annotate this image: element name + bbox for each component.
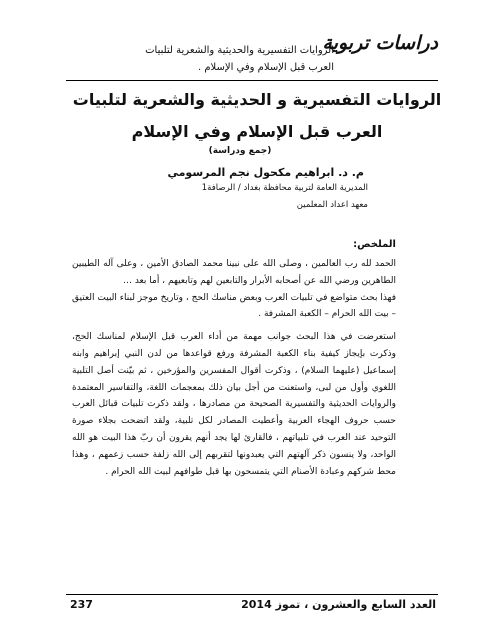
running-title-line2: العرب قبل الإسلام وفي الإسلام . xyxy=(197,62,334,73)
author-affiliation-2: معهد اعداد المعلمين xyxy=(296,200,368,210)
abstract-heading: الملخص: xyxy=(353,239,396,250)
footer-divider xyxy=(66,594,438,595)
page-number: 237 xyxy=(70,598,93,611)
journal-logo: دراسات تربوية xyxy=(322,32,438,54)
article-title xyxy=(70,84,444,148)
author-name: م. د. ابراهيم مكحول نجم المرسومي xyxy=(167,166,364,179)
author-affiliation-1: المديرية العامة لتربية محافظة بغداد / الرصافة1 xyxy=(201,183,368,193)
abstract-paragraph-2: فهذا بحث متواضع في تلبيات العرب وبعض مناسك الحج ، وتاريخ موجز لبناء البيت العتيق – بيت الله الحرام – الكعبة المشرفة . xyxy=(72,292,396,320)
article-title-line1: الروايات التفسيرية و الحديثية والشعرية لتلبيات xyxy=(72,90,442,109)
running-title-line1: الروايات التفسيرية والحديثية والشعرية لتلبيات xyxy=(145,45,334,56)
running-title xyxy=(72,42,334,76)
header-divider xyxy=(66,80,438,81)
article-title-line2: العرب قبل الإسلام وفي الإسلام xyxy=(131,122,383,141)
article-subtitle: (جمع ودراسة) xyxy=(208,146,272,156)
issue-info: العدد السابع والعشرون ، تموز 2014 xyxy=(241,598,436,611)
abstract-body xyxy=(72,256,396,480)
abstract-paragraph-3: استعرضت في هذا البحث جوانب مهمة من أداء العرب قبل الإسلام لمناسك الحج، وذكرت بإيجاز كيفية بناء الكعبة المشرفة ورفع قواعدها من لدن النبي إبراهيم وابنه إسماعيل (عليهما السلام) ، وذكرت أقوال المفسرين والمؤرخين ، ثم بيّنت أصل التلبية اللغوي وأول من لبى، واستعنت من أجل بيان ذلك بمعجمات اللغة، والتفاسير المعتمدة والروايات الحديثية والتفسيرية الصحيحة من مصادرها ، ولقد ذكرت تلبيات قبائل العرب حسب حروف الهجاء العربية وأعطيت المصادر لكل تلبية، ولقد اتضحت بجلاء صورة التوحيد عند العرب في تلبياتهم ، فالقارئ لها يجد أنهم يقرون أن ربّ هذا البيت هو الله الواحد، ولا ينسون ذكر آلهتهم التي يعبدونها لتقربهم إلى الله زلفة حسب زعمهم ، وهذا محط شركهم وعبادة الأصنام التي يتمسحون بها قبل طوافهم لبيت الله الحرام . xyxy=(72,332,396,477)
abstract-paragraph-1: الحمد لله رب العالمين ، وصلى الله على نبينا محمد الصادق الأمين ، وعلى آله الطيبين الطاهرين ورضي الله عن أصحابه الأبرار والتابعين لهم وتابعيهم ، أما بعد … xyxy=(72,259,396,286)
journal-header xyxy=(72,26,438,82)
